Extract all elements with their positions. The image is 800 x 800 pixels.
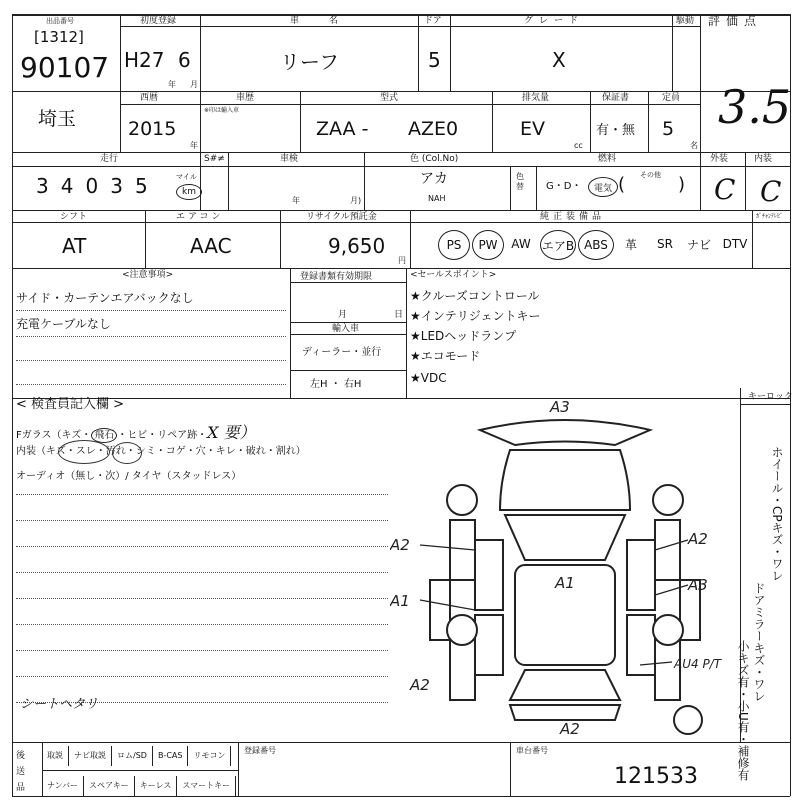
western-year-unit: 年 <box>190 141 198 150</box>
displacement-label: 排気量 <box>522 93 550 103</box>
mark-center: A1 <box>555 574 575 592</box>
door-left-rear <box>475 615 503 675</box>
door-right-rear <box>627 615 655 675</box>
history-label: 車歴 <box>236 93 255 103</box>
lot-code: [1312] <box>34 28 84 46</box>
equipment-item: エアB <box>540 230 576 260</box>
equipment-item: ABS <box>578 230 614 260</box>
mileage-unit-km: km <box>176 184 202 200</box>
inspection-year-unit: 年 <box>292 196 300 205</box>
equipment-item: AW <box>511 237 531 251</box>
selling-point: ★インテリジェントキー <box>410 309 541 323</box>
ac-label: エアコン <box>176 212 224 222</box>
mileage-unit-mile: マイル <box>176 173 197 181</box>
region: 埼玉 <box>38 108 77 130</box>
caution-line: サイド・カーテンエアバックなし <box>16 291 194 305</box>
fender-left-rear <box>450 640 475 700</box>
western-label: 西暦 <box>140 93 159 103</box>
mileage-digits <box>36 174 148 198</box>
equipment-label: 純正装備品 <box>540 212 606 222</box>
grade-label: グレード <box>524 16 585 26</box>
equipment-item: DTV <box>722 237 748 251</box>
lot-number: 90107 <box>20 51 110 84</box>
chassis-number: 121533 <box>614 764 698 789</box>
registration-label: 登録番号 <box>244 746 276 755</box>
shift: AT <box>62 234 87 258</box>
after-item: キーレス <box>135 776 178 796</box>
displacement: EV <box>520 118 546 140</box>
recycle-amount: 9,650 <box>328 234 386 258</box>
windshield <box>505 515 625 560</box>
chassis-label: 車台番号 <box>516 746 548 755</box>
model: AZE0 <box>408 118 459 140</box>
fuel-options: G・D・ <box>546 181 582 192</box>
capacity-label: 定員 <box>662 93 681 103</box>
mark-rear-left: A2 <box>410 676 430 694</box>
import-label: 輸入車 <box>332 324 360 334</box>
equipment-list <box>438 230 790 260</box>
grade: X <box>552 48 566 72</box>
import-value: ディーラー・並行 <box>302 347 382 358</box>
wheel-right-front <box>653 485 683 515</box>
after-label: 後送品 <box>16 751 26 793</box>
mark-rear-right: AU4 P/T <box>674 657 722 671</box>
mileage-label: 走行 <box>100 154 119 164</box>
warranty: 有・無 <box>596 123 636 138</box>
ac: AAC <box>190 234 232 258</box>
month-unit: 月 <box>190 80 198 89</box>
inspector-line-audio: オーディオ（無し・次）/ タイヤ（スタッドレス） <box>16 471 242 482</box>
after-item: ロム/SD <box>112 746 153 766</box>
equipment-item: ナビ <box>686 237 711 252</box>
after-item: スペアキー <box>84 776 135 796</box>
seat-wear-note: シートヘタリ <box>20 697 99 712</box>
capacity-unit: 名 <box>690 141 698 150</box>
equipment-item: PS <box>438 230 470 260</box>
model-prefix: ZAA - <box>316 118 369 140</box>
selling-label: <セールスポイント> <box>410 270 497 280</box>
rear-window <box>510 670 620 700</box>
after-item: 取説 <box>42 746 69 766</box>
equipment-item: 革 <box>624 237 637 252</box>
yen: 円 <box>398 256 406 265</box>
wheel-right-rear <box>653 615 683 645</box>
glass-chip-circled: 飛石 <box>91 428 117 443</box>
after-item: B-CAS <box>153 746 189 766</box>
key-lock-label: キーロック <box>748 392 793 402</box>
shift-label: シフト <box>60 212 88 222</box>
rating: 3.5 <box>718 80 792 134</box>
color-label: 色 (Col.No) <box>410 154 459 164</box>
inspector-title: < 検査員記入欄 > <box>16 397 125 412</box>
car-name-label: 車名 <box>290 16 369 26</box>
spare-tire <box>674 706 702 734</box>
inspection-label: 車検 <box>280 154 299 164</box>
hood <box>500 450 630 510</box>
recycle-label: リサイクル預託金 <box>306 212 377 222</box>
digital-tv-label: ｶﾞﾁｬﾝﾃﾚﾋﾞ <box>756 213 784 220</box>
mark-right-upper: A2 <box>688 530 708 548</box>
docs-day: 日 <box>394 310 404 320</box>
glass-repair-mark: X 要） <box>207 423 256 442</box>
mileage-digit: 0 <box>85 174 99 198</box>
wheel-left-rear <box>447 615 477 645</box>
lot-code-label: 出品番号 <box>46 17 74 25</box>
car-damage-diagram <box>390 400 740 740</box>
fuel-selected: 電気 <box>588 177 618 197</box>
interior-label: 内装 <box>754 154 773 164</box>
mileage-digit: 3 <box>36 174 49 198</box>
western-year: 2015 <box>128 118 177 140</box>
side-note-wheel: ホイール・CPキズ・ワレ <box>770 446 784 582</box>
front-bumper <box>480 420 650 445</box>
after-items-row2 <box>42 776 236 796</box>
mark-bottom: A2 <box>560 720 580 738</box>
selling-point: ★エコモード <box>410 349 481 363</box>
selling-point: ★VDC <box>410 371 447 385</box>
warranty-label: 保証書 <box>602 93 630 103</box>
fuel-other: その他 <box>640 171 661 179</box>
first-reg-era: H27 <box>124 48 165 72</box>
after-items-row1 <box>42 746 231 766</box>
after-item: ナビ取説 <box>69 746 112 766</box>
mark-left-upper: A2 <box>390 536 410 554</box>
mark-top: A3 <box>550 400 570 416</box>
mileage-digit: 3 <box>110 174 123 198</box>
side-note-minor: 小キズ有・小U有・補修有 <box>736 640 750 781</box>
car-name: リーフ <box>280 50 339 74</box>
inspector-line-interior: 内装（キズ・スレ・汚れ・シミ・コゲ・穴・キレ・破れ・割れ） <box>16 446 306 457</box>
color-change-label: 色替 <box>516 172 524 191</box>
mileage-digit: 5 <box>134 174 148 198</box>
caution-line: 充電ケーブルなし <box>16 317 111 331</box>
trunk <box>510 705 620 720</box>
mileage-suffix: S#≠ <box>204 154 225 164</box>
fender-right-front <box>655 520 680 580</box>
displacement-unit: cc <box>574 141 583 150</box>
first-reg-label: 初度登録 <box>140 16 177 26</box>
door-right-front <box>627 540 655 610</box>
equipment-item: PW <box>472 230 504 260</box>
fuel-label: 燃料 <box>598 154 617 164</box>
door-left-front <box>475 540 503 610</box>
rating-label: 評価点 <box>708 14 763 28</box>
first-reg-month: 6 <box>178 48 191 72</box>
drive-label: 駆動 <box>676 16 695 26</box>
mark-right-lower: A3 <box>688 576 708 594</box>
side-note-mirror: ドアミラーキズ・ワレ <box>752 582 766 702</box>
history-note: ※印は輸入車 <box>204 107 240 114</box>
selling-point: ★LEDヘッドランプ <box>410 329 517 343</box>
after-item: ナンバー <box>42 776 84 796</box>
capacity: 5 <box>662 118 675 140</box>
doors-label: ドア <box>424 16 442 26</box>
inspection-month-unit: 月) <box>350 196 362 205</box>
equipment-item: SR <box>657 237 673 251</box>
docs-month: 月 <box>338 310 348 320</box>
mileage-digit: 4 <box>60 174 74 198</box>
model-label: 型式 <box>380 93 399 103</box>
wheel-left-front <box>447 485 477 515</box>
doors: 5 <box>428 48 441 72</box>
caution-label: <注意事項> <box>122 270 174 280</box>
interior: C <box>760 175 782 208</box>
mark-left-lower: A1 <box>390 592 410 610</box>
year-unit: 年 <box>168 80 176 89</box>
docs-label: 登録書類有効期限 <box>300 272 373 282</box>
inspector-line-glass: Fガラス（キズ・ 飛石 ・ヒビ・リペア跡・X 要） <box>16 423 256 442</box>
exterior-label: 外装 <box>710 154 729 164</box>
steering: 左H ・ 右H <box>310 379 362 390</box>
selling-point: ★クルーズコントロール <box>410 289 540 303</box>
exterior: C <box>714 173 736 206</box>
after-item: リモコン <box>188 746 231 766</box>
color: アカ <box>420 171 448 187</box>
after-item: スマートキー <box>177 776 236 796</box>
color-code: NAH <box>428 194 446 203</box>
